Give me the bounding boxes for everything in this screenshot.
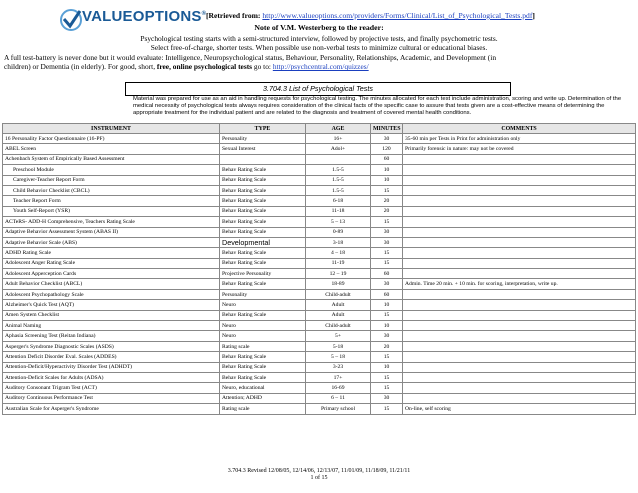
table-row	[3, 372, 636, 382]
cell-instrument: ABEL Screen	[3, 144, 220, 154]
table-row	[3, 269, 636, 279]
header-minutes: MINUTES	[371, 124, 403, 134]
cell-type: Rating scale	[220, 404, 306, 414]
page-number: 1 of 15	[310, 475, 328, 481]
disclaimer-text: Material was prepared for use as an aid in handling requests for psychological testing. The minutes allocated for each test include administration, scoring and write up. Determination of the medical necessity of psychological tests always requires consideration of the clinical facts of the specific case to assure that tests given are a cost-effective means of determining the appropriate treatment for the individual patient and are related to the diagnosis and treatment of covered mental health conditions.	[133, 96, 622, 116]
cell-instrument: 16 Personality Factor Questionnaire (16-PF)	[3, 134, 220, 144]
cell-minutes: 10	[371, 300, 403, 310]
cell-type: Behav Rating Scale	[220, 206, 306, 216]
retrieved-url-link[interactable]: http://www.valueoptions.com/providers/Forms/Clinical/List_of_Psychological_Tests.pdf	[262, 11, 533, 20]
cell-comments	[403, 289, 636, 299]
table-row	[3, 185, 636, 195]
cell-minutes: 15	[371, 352, 403, 362]
cell-type: Neuro	[220, 300, 306, 310]
cell-minutes: 30	[371, 393, 403, 403]
cell-age: 1.5-5	[306, 185, 371, 195]
header-comments: COMMENTS	[403, 124, 636, 134]
cell-age: 0-89	[306, 227, 371, 237]
cell-instrument: Teacher Report Form	[3, 196, 220, 206]
logo-wordmark: VALUEOPTIONS®	[82, 8, 207, 25]
cell-comments	[403, 341, 636, 351]
cell-comments	[403, 258, 636, 268]
cell-type: Projective Personality	[220, 269, 306, 279]
cell-minutes: 60	[371, 289, 403, 299]
cell-age: 1.5-5	[306, 165, 371, 175]
cell-type: Behav Rating Scale	[220, 227, 306, 237]
cell-age: 3-18	[306, 237, 371, 247]
cell-type: Personality	[220, 289, 306, 299]
cell-instrument: Preschool Module	[3, 165, 220, 175]
cell-type	[220, 154, 306, 164]
cell-type: Neuro	[220, 331, 306, 341]
table-row	[3, 310, 636, 320]
table-row	[3, 383, 636, 393]
cell-age: Child-adult	[306, 289, 371, 299]
cell-instrument: Youth Self-Report (YSR)	[3, 206, 220, 216]
cell-instrument: Australian Scale for Asperger's Syndrome	[3, 404, 220, 414]
cell-instrument: Adolescent Psychopathology Scale	[3, 289, 220, 299]
cell-instrument: Amen System Checklist	[3, 310, 220, 320]
cell-type: Neuro	[220, 321, 306, 331]
cell-comments	[403, 300, 636, 310]
cell-age: Adol+	[306, 144, 371, 154]
table-row	[3, 227, 636, 237]
cell-type: Behav Rating Scale	[220, 372, 306, 382]
cell-age: Adult	[306, 310, 371, 320]
table-row	[3, 165, 636, 175]
cell-age: 5+	[306, 331, 371, 341]
cell-instrument: Child Behavior Checklist (CBCL)	[3, 185, 220, 195]
cell-comments	[403, 383, 636, 393]
cell-type: Behav Rating Scale	[220, 310, 306, 320]
cell-age: 16+	[306, 134, 371, 144]
cell-instrument: Adaptive Behavior Scale (ABS)	[3, 237, 220, 247]
cell-minutes: 15	[371, 383, 403, 393]
battery-paragraph: A full test-battery is never done but it would evaluate: Intelligence, Neuropsychological status, Behaviour, Personality, Relationships, Academic, and Development (in children) or Dementia (in elderly). For good, short, free, online psychological tests go to: http://psychcentral.com/quizzes/	[4, 53, 497, 72]
cell-comments: 35-60 min per Tests in Print for administration only	[403, 134, 636, 144]
cell-instrument: Attention Deficit Disorder Eval. Scales (ADDES)	[3, 352, 220, 362]
cell-comments	[403, 321, 636, 331]
table-row	[3, 279, 636, 289]
cell-age: Child-adult	[306, 321, 371, 331]
cell-instrument: Adolescent Anger Rating Scale	[3, 258, 220, 268]
cell-instrument: Caregiver-Teacher Report Form	[3, 175, 220, 185]
cell-comments	[403, 352, 636, 362]
table-row	[3, 362, 636, 372]
cell-type: Behav Rating Scale	[220, 175, 306, 185]
cell-age: 6 – 11	[306, 393, 371, 403]
cell-type: Behav Rating Scale	[220, 362, 306, 372]
cell-instrument: Animal Naming	[3, 321, 220, 331]
cell-age	[306, 154, 371, 164]
cell-instrument: Auditory Continuous Performance Test	[3, 393, 220, 403]
cell-age: 6-18	[306, 196, 371, 206]
cell-comments	[403, 393, 636, 403]
cell-minutes: 15	[371, 310, 403, 320]
section-title: 3.704.3 List of Psychological Tests	[125, 82, 511, 96]
table-row	[3, 321, 636, 331]
table-header-row	[3, 124, 636, 134]
cell-comments	[403, 206, 636, 216]
psychcentral-link[interactable]: http://psychcentral.com/quizzes/	[272, 62, 369, 72]
cell-age: 11-18	[306, 206, 371, 216]
cell-age: 16-69	[306, 383, 371, 393]
cell-instrument: Attention-Deficit/Hyperactivity Disorder Test (ADHDT)	[3, 362, 220, 372]
cell-age: Primary school	[306, 404, 371, 414]
cell-type: Developmental	[220, 237, 306, 247]
note-title: Note of V.M. Westerberg to the reader:	[254, 23, 384, 32]
cell-type: Behav Rating Scale	[220, 258, 306, 268]
cell-age: 12 – 19	[306, 269, 371, 279]
table-row	[3, 175, 636, 185]
table-row	[3, 134, 636, 144]
cell-minutes: 30	[371, 134, 403, 144]
table-row	[3, 196, 636, 206]
header-instrument: INSTRUMENT	[3, 124, 220, 134]
cell-age: 3-23	[306, 362, 371, 372]
page-footer	[0, 468, 638, 482]
cell-minutes: 20	[371, 196, 403, 206]
table-row	[3, 289, 636, 299]
cell-minutes: 60	[371, 269, 403, 279]
table-row	[3, 206, 636, 216]
header-age: AGE	[306, 124, 371, 134]
cell-comments: On-line, self scoring	[403, 404, 636, 414]
cell-instrument: Alzheimer's Quick Test (AQT)	[3, 300, 220, 310]
cell-comments	[403, 237, 636, 247]
cell-type: Behav Rating Scale	[220, 248, 306, 258]
table-row	[3, 217, 636, 227]
cell-type: Behav Rating Scale	[220, 352, 306, 362]
cell-type: Behav Rating Scale	[220, 185, 306, 195]
cell-minutes: 20	[371, 341, 403, 351]
cell-type: Personality	[220, 134, 306, 144]
cell-instrument: Achenbach System of Empirically Based Assessment	[3, 154, 220, 164]
cell-minutes: 30	[371, 279, 403, 289]
cell-comments	[403, 185, 636, 195]
cell-type: Behav Rating Scale	[220, 196, 306, 206]
cell-comments	[403, 196, 636, 206]
table-row	[3, 404, 636, 414]
cell-instrument: Asperger's Syndrome Diagnostic Scales (ASDS)	[3, 341, 220, 351]
cell-comments	[403, 217, 636, 227]
cell-type: Attention; ADHD	[220, 393, 306, 403]
cell-type: Sexual Interest	[220, 144, 306, 154]
cell-instrument: Attention-Deficit Scales for Adults (ADSA)	[3, 372, 220, 382]
table-row	[3, 300, 636, 310]
revision-line: 3.704.3 Revised 12/08/05, 12/14/06, 12/13/07, 11/01/09, 11/18/09, 11/21/11	[227, 468, 411, 474]
cell-type: Behav Rating Scale	[220, 217, 306, 227]
cell-minutes: 15	[371, 258, 403, 268]
cell-comments: Primarily forensic in nature: may not be covered	[403, 144, 636, 154]
cell-minutes: 20	[371, 206, 403, 216]
table-row	[3, 154, 636, 164]
retrieved-from-line: [Retrieved from: http://www.valueoptions.com/providers/Forms/Clinical/List_of_Psychological_Tests.pdf]	[206, 11, 535, 20]
table-row	[3, 144, 636, 154]
cell-minutes: 120	[371, 144, 403, 154]
cell-type: Behav Rating Scale	[220, 279, 306, 289]
cell-instrument: Adult Behavior Checklist (ABCL)	[3, 279, 220, 289]
tests-table	[2, 123, 636, 415]
table-row	[3, 331, 636, 341]
table-row	[3, 248, 636, 258]
cell-minutes: 10	[371, 362, 403, 372]
cell-minutes: 10	[371, 321, 403, 331]
cell-age: 18-89	[306, 279, 371, 289]
cell-minutes: 60	[371, 154, 403, 164]
cell-type: Neuro, educational	[220, 383, 306, 393]
cell-age: 4 – 18	[306, 248, 371, 258]
header-type: TYPE	[220, 124, 306, 134]
cell-minutes: 10	[371, 165, 403, 175]
cell-minutes: 30	[371, 227, 403, 237]
cell-minutes: 30	[371, 237, 403, 247]
cell-minutes: 15	[371, 185, 403, 195]
cell-instrument: Adolescent Apperception Cards	[3, 269, 220, 279]
cell-minutes: 30	[371, 331, 403, 341]
cell-minutes: 10	[371, 175, 403, 185]
cell-type: Behav Rating Scale	[220, 165, 306, 175]
cell-instrument: Auditory Consonant Trigram Test (ACT)	[3, 383, 220, 393]
cell-comments	[403, 372, 636, 382]
table-row	[3, 258, 636, 268]
table-row	[3, 341, 636, 351]
cell-minutes: 15	[371, 248, 403, 258]
cell-comments	[403, 154, 636, 164]
cell-type: Rating scale	[220, 341, 306, 351]
table-row	[3, 352, 636, 362]
cell-comments	[403, 248, 636, 258]
cell-instrument: Adaptive Behavior Assessment System (ABAS II)	[3, 227, 220, 237]
cell-comments	[403, 165, 636, 175]
table-row	[3, 393, 636, 403]
cell-comments	[403, 269, 636, 279]
cell-instrument: ACTeRS- ADD-H Comprehensive, Teachers Rating Scale	[3, 217, 220, 227]
cell-age: 11-19	[306, 258, 371, 268]
cell-comments	[403, 331, 636, 341]
cell-age: 5 – 18	[306, 352, 371, 362]
cell-age: 5 – 13	[306, 217, 371, 227]
cell-instrument: ADHD Rating Scale	[3, 248, 220, 258]
cell-age: 5-18	[306, 341, 371, 351]
cell-comments	[403, 310, 636, 320]
cell-age: 17+	[306, 372, 371, 382]
cell-minutes: 15	[371, 372, 403, 382]
cell-minutes: 15	[371, 404, 403, 414]
cell-age: Adult	[306, 300, 371, 310]
cell-comments	[403, 362, 636, 372]
cell-comments	[403, 227, 636, 237]
table-row	[3, 237, 636, 247]
cell-comments: Admin. Time 20 min. + 10 min. for scoring, interpretation, write up.	[403, 279, 636, 289]
cell-comments	[403, 175, 636, 185]
cell-age: 1.5-5	[306, 175, 371, 185]
intro-text: Psychological testing starts with a semi-structured interview, followed by projective tests, and finally psychometric tests. Select free-of-charge, shorter tests. When possible use non-verbal tests to minimize cultural or educational biases.	[140, 34, 498, 52]
cell-instrument: Aphasia Screening Test (Reitan Indiana)	[3, 331, 220, 341]
cell-minutes: 15	[371, 217, 403, 227]
